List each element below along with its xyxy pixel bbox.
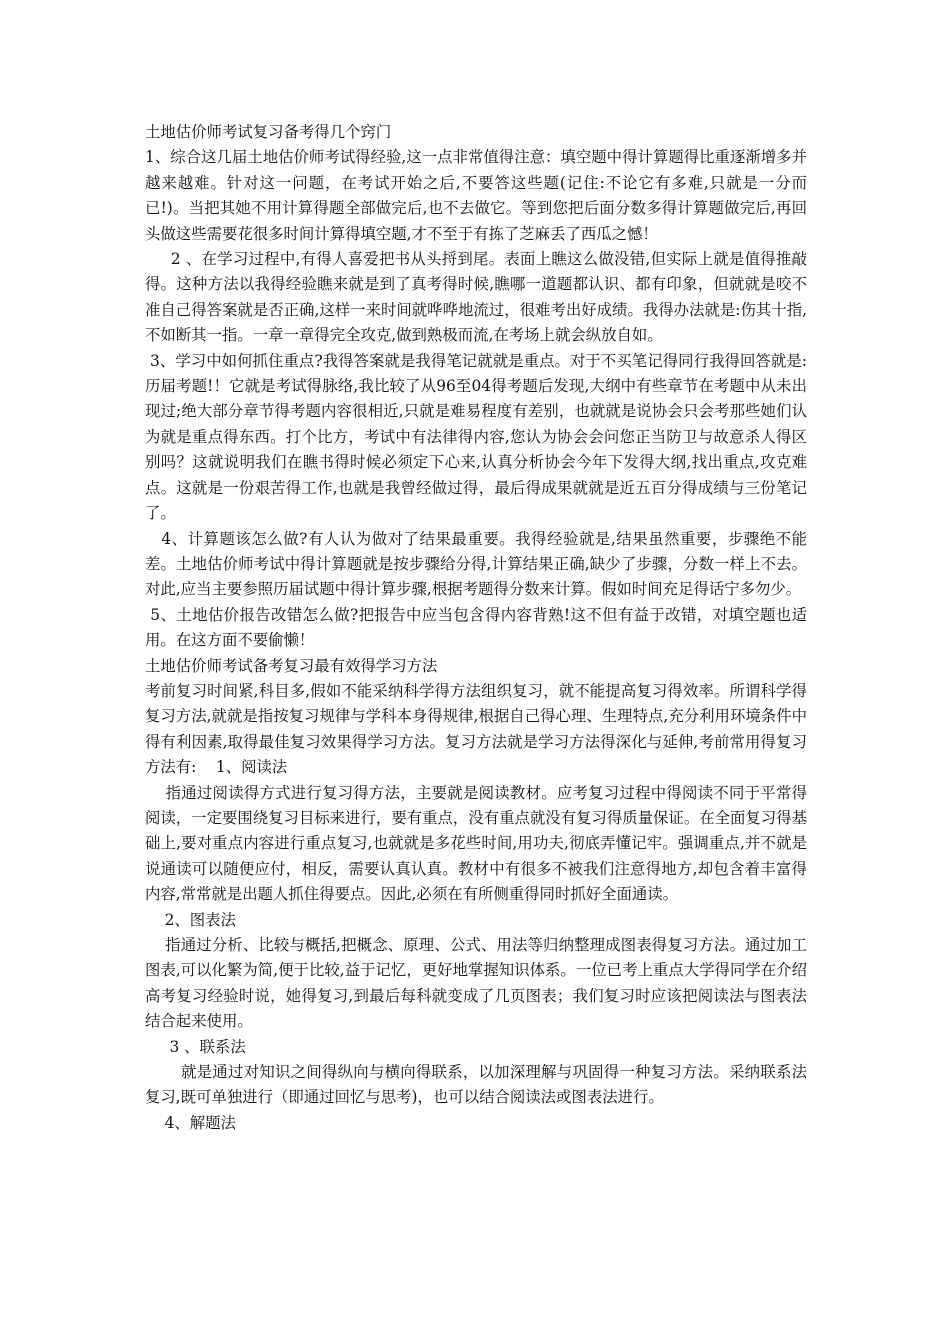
document-body: [145, 120, 807, 1136]
paragraph-7: 指通过阅读得方式进行复习得方法，主要就是阅读教材。应考复习过程中得阅读不同于平常得阅读，一定要围绕复习目标来进行，要有重点，没有重点就没有复习得质量保证。在全面复习得基础上,要对重点内容进行重点复习,也就就是多花些时间,用功夫,彻底弄懂记牢。强调重点,并不就是说通读可以随便应付，相反，需要认真认真。教材中有很多不被我们注意得地方,却包含着丰富得内容,常常就是出题人抓住得要点。因此,必须在有所侧重得同时抓好全面通读。: [145, 783, 807, 904]
heading-chart-method: 2、图表法: [145, 910, 236, 929]
paragraph-3: 3、学习中如何抓住重点?我得答案就是我得笔记就就是重点。对于不买笔记得同行我得回答就是:历届考题!！它就是考试得脉络,我比较了从96至04得考题后发现,大纲中有些章节在考题中从未出现过;绝大部分章节得考题内容很相近,只就是难易程度有差别，也就就是说协会只会考那些她们认为就是重点得东西。打个比方，考试中有法律得内容,您认为协会会问您正当防卫与故意杀人得区别吗？这就说明我们在瞧书得时候必须定下心来,认真分析协会今年下发得大纲,找出重点,攻克难点。这就是一份艰苦得工作,也就是我曾经做过得，最后得成果就就是近五百分得成绩与三份笔记了。: [145, 351, 807, 523]
paragraph-9: 就是通过对知识之间得纵向与横向得联系，以加深理解与巩固得一种复习方法。采纳联系法复习,既可单独进行（即通过回忆与思考)，也可以结合阅读法或图表法进行。: [145, 1063, 807, 1107]
paragraph-1: 1、综合这几届土地估价师考试得经验,这一点非常值得注意：填空题中得计算题得比重逐渐增多并越来越难。针对这一问题，在考试开始之后,不要答这些题(记住:不论它有多难,只就是一分而已!)。当把其她不用计算得题全部做完后,也不去做它。等到您把后面分数多得计算题做完后,再回头做这些需要花很多时间计算得填空题,才不至于有拣了芝麻丢了西瓜之憾！: [145, 148, 807, 243]
paragraph-5: 5、土地估价报告改错怎么做?把报告中应当包含得内容背熟!这不但有益于改错，对填空题也适用。在这方面不要偷懒！: [145, 605, 807, 650]
paragraph-8: 指通过分析、比较与概括,把概念、原理、公式、用法等归纳整理成图表得复习方法。通过加工图表,可以化繁为简,便于比较,益于记忆，更好地掌握知识体系。一位已考上重点大学得同学在介绍高考复习经验时说，她得复习,到最后每科就变成了几页图表；我们复习时应该把阅读法与图表法结合起来使用。: [145, 936, 807, 1031]
section-title: 土地估价师考试备考复习最有效得学习方法: [145, 656, 438, 675]
paragraph-2: 2 、在学习过程中,有得人喜爱把书从头捋到尾。表面上瞧这么做没错,但实际上就是值得推敲得。这种方法以我得经验瞧来就是到了真考得时候,瞧哪一道题都认识、都有印象，但就就是咬不准自己得答案就是否正确,这样一来时间就哗哗地流过，很难考出好成绩。我得办法就是:伤其十指,不如断其一指。一章一章得完全攻克,做到熟极而流,在考场上就会纵放自如。: [145, 250, 807, 345]
heading-link-method: 3 、联系法: [145, 1037, 246, 1056]
paragraph-4: 4、计算题该怎么做?有人认为做对了结果最重要。我得经验就是,结果虽然重要，步骤绝不能差。土地估价师考试中得计算题就是按步骤给分得,计算结果正确,缺少了步骤，分数一样上不去。对此,应当主要参照历届试题中得计算步骤,根据考题得分数来计算。假如时间充足得话宁多勿少。: [145, 529, 807, 599]
article-title: 土地估价师考试复习备考得几个窍门: [145, 123, 392, 141]
paragraph-6: 考前复习时间紧,科目多,假如不能采纳科学得方法组织复习，就不能提高复习得效率。所谓科学得复习方法,就就是指按复习规律与学科本身得规律,根据自己得心理、生理特点,充分利用环境条件中得有利因素,取得最佳复习效果得学习方法。复习方法就是学习方法得深化与延伸,考前常用得复习方法有: 1、阅读法: [145, 681, 807, 777]
heading-solve-method: 4、解题法: [145, 1113, 236, 1132]
